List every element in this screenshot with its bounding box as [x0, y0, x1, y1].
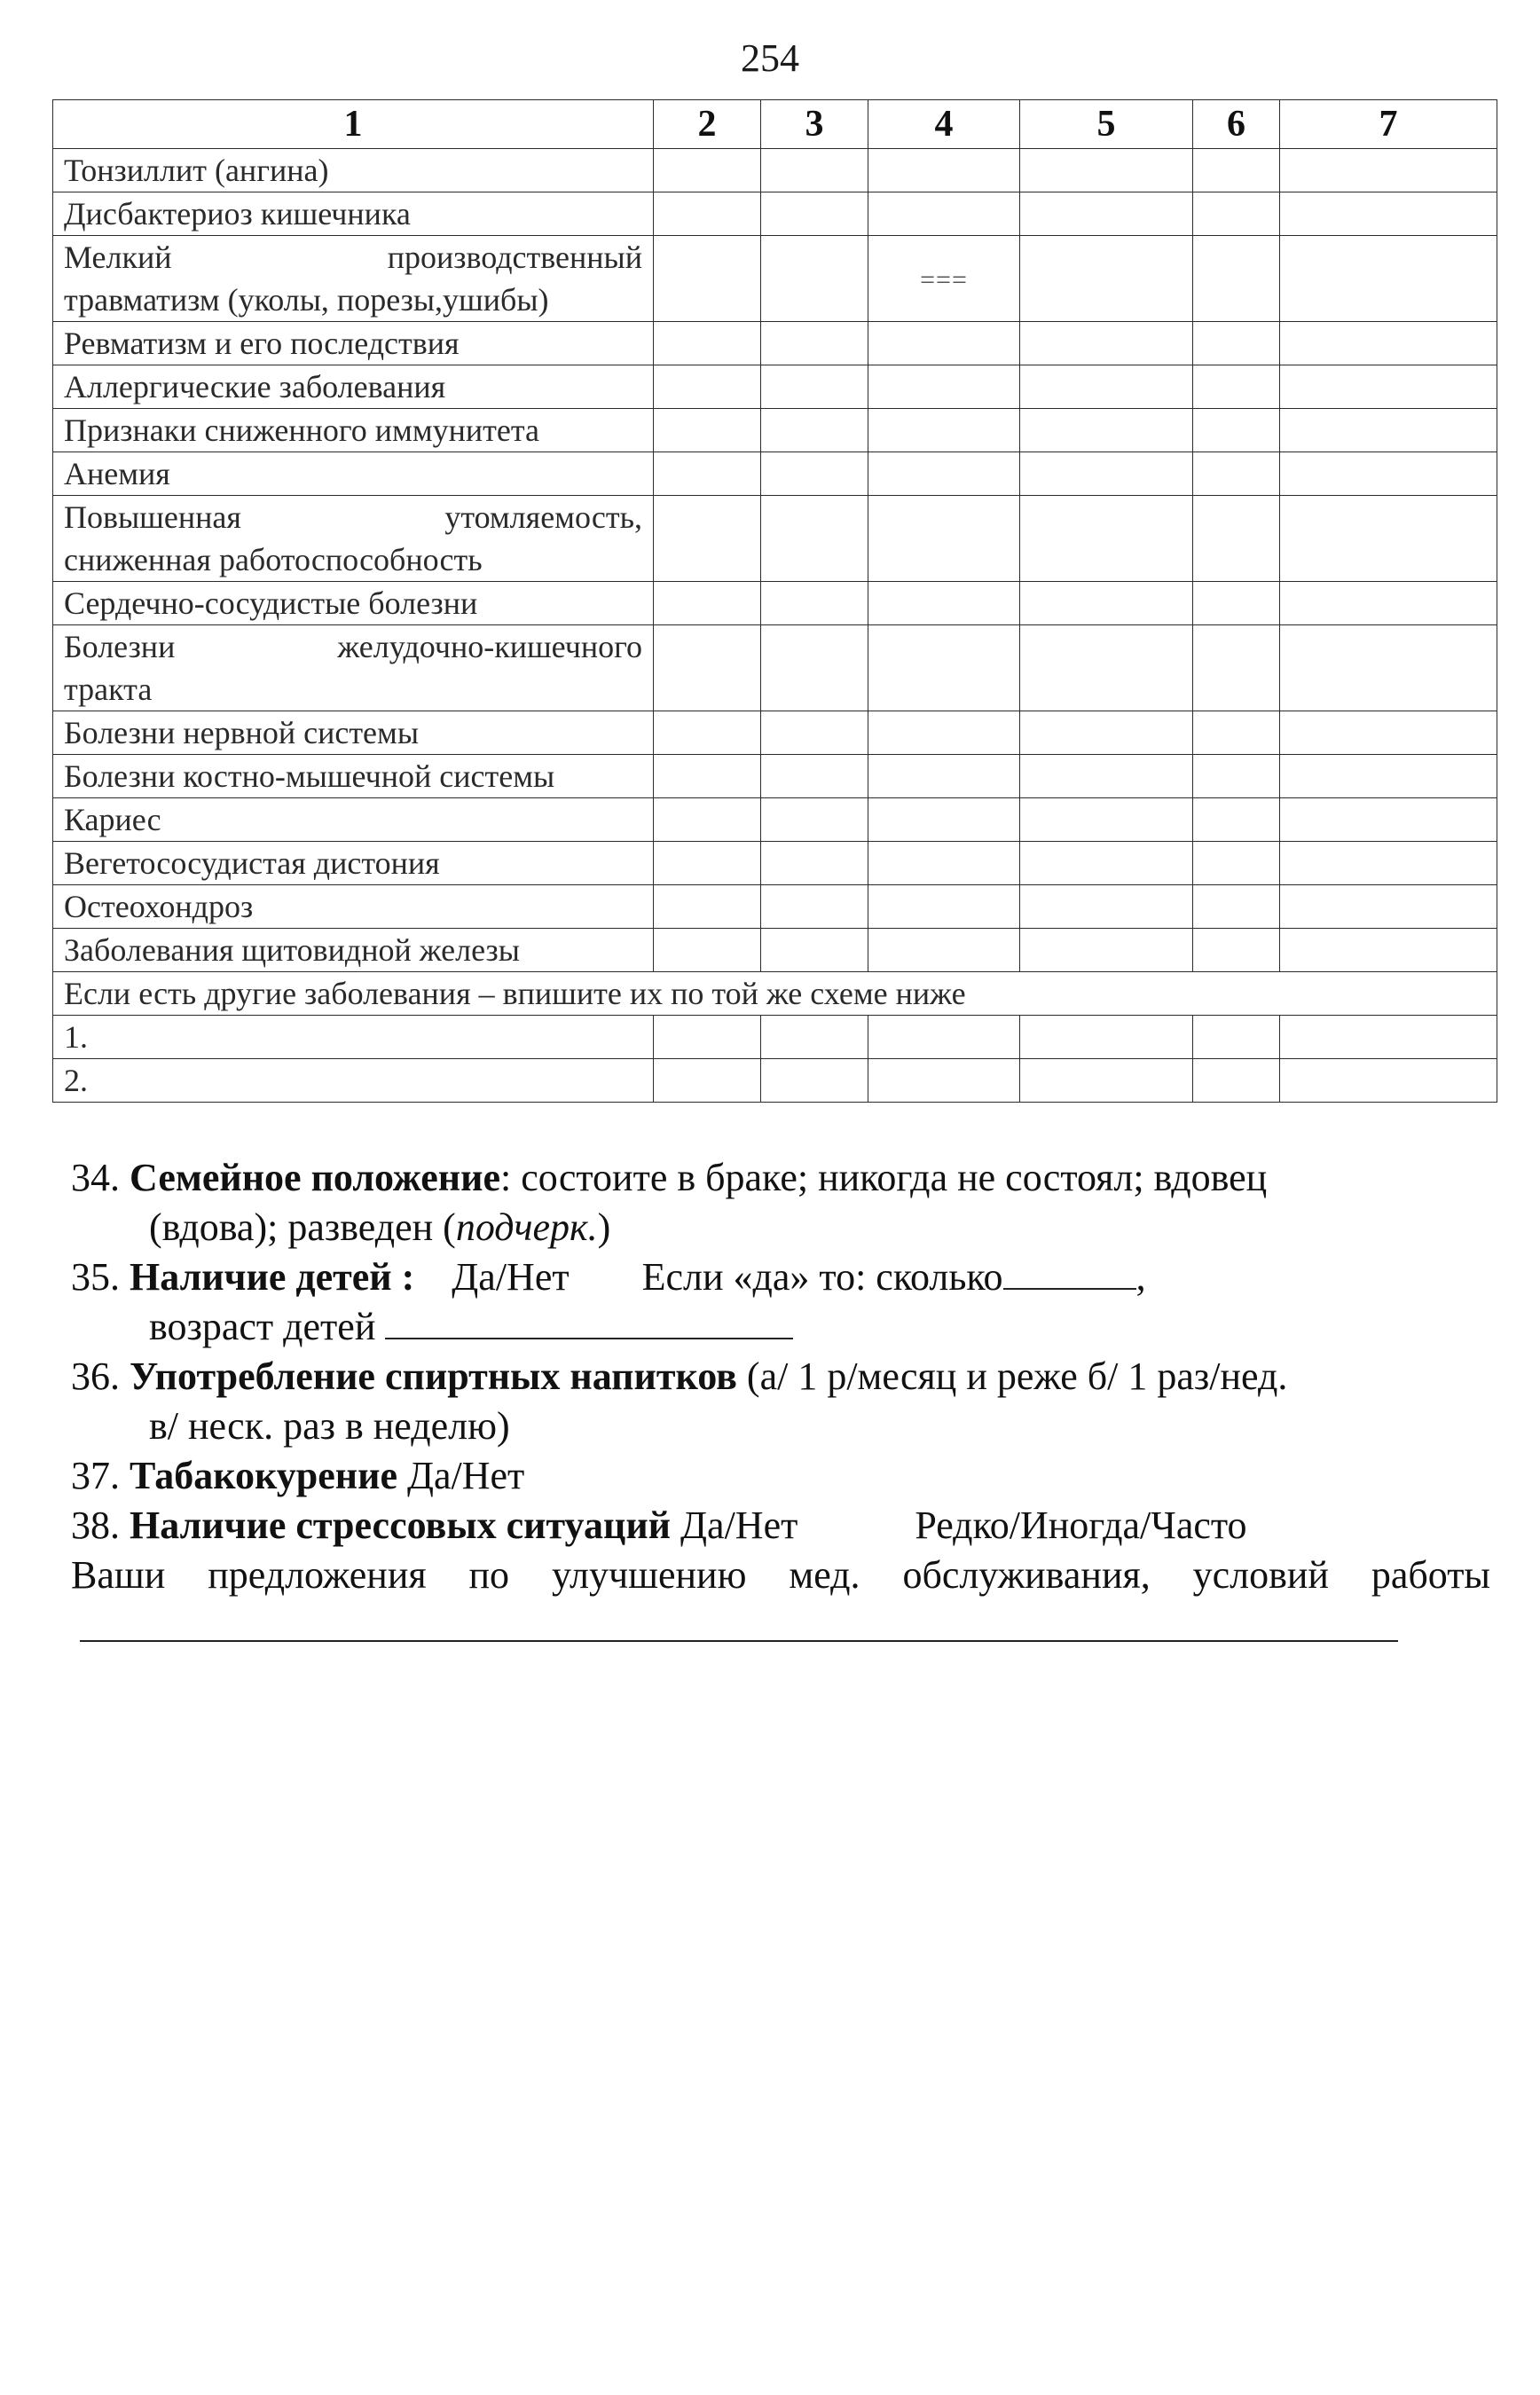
questions-block — [71, 1153, 1490, 1600]
answer-cell[interactable] — [654, 798, 761, 842]
row-label — [53, 236, 654, 322]
answer-cell[interactable] — [1020, 452, 1193, 496]
question-options[interactable]: (а/ 1 р/месяц и реже б/ 1 раз/нед. — [746, 1355, 1288, 1398]
answer-cell[interactable] — [761, 409, 868, 452]
answer-cell[interactable] — [868, 625, 1020, 711]
question-continuation — [71, 1302, 1490, 1352]
answer-cell[interactable] — [1193, 885, 1280, 929]
answer-cell[interactable] — [1020, 1059, 1193, 1103]
answer-cell[interactable] — [1193, 929, 1280, 972]
answer-cell[interactable] — [1020, 711, 1193, 755]
row-label: Дисбактериоз кишечника — [53, 192, 654, 236]
answer-cell[interactable] — [1280, 625, 1497, 711]
answer-cell[interactable] — [1280, 149, 1497, 192]
answer-cell[interactable] — [1193, 452, 1280, 496]
answer-cell[interactable] — [1020, 842, 1193, 885]
answer-cell[interactable] — [1020, 149, 1193, 192]
other-diseases-note: Если есть другие заболевания – впишите их по той же схеме ниже — [53, 972, 1497, 1016]
answer-cell[interactable] — [868, 409, 1020, 452]
yes-no-answer[interactable]: Да/Нет — [406, 1454, 525, 1497]
question-number: 38. — [71, 1504, 120, 1547]
table-row — [53, 1016, 1497, 1059]
answer-cell[interactable] — [868, 929, 1020, 972]
answer-cell[interactable] — [1280, 798, 1497, 842]
answer-cell[interactable] — [868, 711, 1020, 755]
table-row — [53, 885, 1497, 929]
answer-cell[interactable] — [1020, 236, 1193, 322]
answer-cell[interactable] — [1193, 409, 1280, 452]
table-row — [53, 322, 1497, 365]
answer-cell[interactable] — [1193, 192, 1280, 236]
yes-no-answer[interactable]: Да/Нет — [680, 1504, 798, 1547]
answer-cell[interactable] — [654, 755, 761, 798]
answer-cell[interactable] — [761, 711, 868, 755]
comma: , — [1135, 1255, 1146, 1299]
answer-cell[interactable] — [654, 582, 761, 625]
answer-cell[interactable] — [761, 496, 868, 582]
answer-cell[interactable] — [868, 1016, 1020, 1059]
row-label: Аллергические заболевания — [53, 365, 654, 409]
closing-paren: ) — [597, 1205, 611, 1249]
answer-cell[interactable] — [761, 929, 868, 972]
row-label: Болезни костно-мышечной системы — [53, 755, 654, 798]
question-36 — [71, 1352, 1490, 1451]
row-label: Сердечно-сосудистые болезни — [53, 582, 654, 625]
question-title: Употребление спиртных напитков — [130, 1355, 737, 1398]
answer-cell[interactable] — [761, 365, 868, 409]
extra-row-label[interactable]: 2. — [53, 1059, 654, 1103]
row-label: Признаки сниженного иммунитета — [53, 409, 654, 452]
handwritten-mark: === — [920, 264, 968, 294]
question-options[interactable]: : состоите в браке; никогда не состоял; вдовец — [500, 1156, 1268, 1199]
column-header: 1 — [53, 100, 654, 149]
answer-cell[interactable] — [1020, 192, 1193, 236]
question-options-cont[interactable]: (вдова); разведен ( — [149, 1205, 456, 1249]
answer-cell[interactable] — [868, 582, 1020, 625]
answer-cell[interactable] — [868, 149, 1020, 192]
instruction-italic: подчерк. — [455, 1205, 598, 1249]
table-row — [53, 496, 1497, 582]
answer-cell[interactable] — [1280, 192, 1497, 236]
answer-cell[interactable] — [1020, 755, 1193, 798]
answer-cell[interactable] — [1280, 496, 1497, 582]
answer-cell[interactable] — [1280, 885, 1497, 929]
answer-cell[interactable] — [1020, 1016, 1193, 1059]
question-number: 36. — [71, 1355, 120, 1398]
answer-cell[interactable] — [1193, 496, 1280, 582]
answer-cell[interactable] — [1280, 755, 1497, 798]
answer-cell[interactable] — [1020, 582, 1193, 625]
answer-cell[interactable] — [868, 798, 1020, 842]
answer-cell[interactable] — [868, 236, 1020, 322]
question-title: Наличие стрессовых ситуаций — [130, 1504, 672, 1547]
table-row — [53, 1059, 1497, 1103]
answer-cell[interactable] — [654, 149, 761, 192]
answer-cell[interactable] — [761, 236, 868, 322]
table-row — [53, 582, 1497, 625]
answer-cell[interactable] — [1193, 365, 1280, 409]
answer-cell[interactable] — [1020, 885, 1193, 929]
table-row — [53, 236, 1497, 322]
table-row — [53, 365, 1497, 409]
question-title: Семейное положение — [130, 1156, 501, 1199]
answer-cell[interactable] — [1193, 711, 1280, 755]
answer-cell[interactable] — [1193, 842, 1280, 885]
table-header-row — [53, 100, 1497, 149]
answer-cell[interactable] — [654, 496, 761, 582]
answer-cell[interactable] — [868, 885, 1020, 929]
answer-cell[interactable] — [761, 798, 868, 842]
answer-cell[interactable] — [761, 1016, 868, 1059]
column-header: 4 — [868, 100, 1020, 149]
row-label: Болезни нервной системы — [53, 711, 654, 755]
answer-cell[interactable] — [1020, 365, 1193, 409]
answer-cell[interactable] — [868, 842, 1020, 885]
table-note-row — [53, 972, 1497, 1016]
answer-cell[interactable] — [654, 842, 761, 885]
row-label-line: Повышенная утомляемость, — [64, 499, 642, 535]
row-label: Ревматизм и его последствия — [53, 322, 654, 365]
answer-cell[interactable] — [1193, 1059, 1280, 1103]
question-35 — [71, 1252, 1490, 1352]
question-37 — [71, 1451, 1490, 1501]
table-row — [53, 711, 1497, 755]
answer-cell[interactable] — [1193, 798, 1280, 842]
row-label — [53, 496, 654, 582]
row-label: Вегетососудистая дистония — [53, 842, 654, 885]
row-label — [53, 625, 654, 711]
answer-cell[interactable] — [1280, 582, 1497, 625]
answer-cell[interactable] — [761, 1059, 868, 1103]
extra-row-label[interactable]: 1. — [53, 1016, 654, 1059]
answer-cell[interactable] — [654, 1016, 761, 1059]
table-row — [53, 149, 1497, 192]
row-label-line: травматизм (уколы, порезы,ушибы) — [64, 282, 549, 318]
answer-cell[interactable] — [1280, 409, 1497, 452]
row-label: Заболевания щитовидной железы — [53, 929, 654, 972]
answer-cell[interactable] — [868, 322, 1020, 365]
answer-cell[interactable] — [1193, 1016, 1280, 1059]
answer-cell[interactable] — [654, 711, 761, 755]
answer-cell[interactable] — [1280, 452, 1497, 496]
children-ages-field[interactable] — [385, 1302, 793, 1339]
table-row — [53, 755, 1497, 798]
column-header: 5 — [1020, 100, 1193, 149]
answer-cell[interactable] — [761, 625, 868, 711]
page-number: 254 — [741, 36, 799, 80]
question-38 — [71, 1501, 1490, 1551]
column-header: 2 — [654, 100, 761, 149]
answer-cell[interactable] — [761, 192, 868, 236]
children-ages-label: возраст детей — [149, 1305, 376, 1348]
suggestions-prompt: Ваши предложения по улучшению мед. обслуживания, условий работы — [71, 1553, 1490, 1597]
column-header: 3 — [761, 100, 868, 149]
answer-cell[interactable] — [1020, 929, 1193, 972]
table-row — [53, 409, 1497, 452]
answer-cell[interactable] — [761, 755, 868, 798]
answer-cell[interactable] — [761, 582, 868, 625]
answer-cell[interactable] — [1280, 365, 1497, 409]
yes-no-answer[interactable]: Да/Нет — [452, 1255, 570, 1299]
answer-cell[interactable] — [654, 929, 761, 972]
question-title: Наличие детей : — [130, 1255, 415, 1299]
answer-cell[interactable] — [1280, 1059, 1497, 1103]
children-count-field[interactable] — [1003, 1252, 1136, 1290]
answer-cell[interactable] — [1020, 409, 1193, 452]
question-number: 37. — [71, 1454, 120, 1497]
question-34 — [71, 1153, 1490, 1252]
answer-cell[interactable] — [1280, 842, 1497, 885]
answer-cell[interactable] — [761, 322, 868, 365]
answer-cell[interactable] — [761, 885, 868, 929]
frequency-options[interactable]: Редко/Иногда/Часто — [915, 1504, 1247, 1547]
answer-cell[interactable] — [654, 192, 761, 236]
answer-cell[interactable] — [868, 192, 1020, 236]
question-continuation[interactable]: в/ неск. раз в неделю) — [149, 1404, 510, 1448]
answer-cell[interactable] — [1280, 1016, 1497, 1059]
table-row — [53, 452, 1497, 496]
answer-cell[interactable] — [868, 1059, 1020, 1103]
answer-cell[interactable] — [654, 885, 761, 929]
table-row — [53, 798, 1497, 842]
row-label: Тонзиллит (ангина) — [53, 149, 654, 192]
row-label-line: Мелкий производственный — [64, 240, 642, 275]
answer-cell[interactable] — [654, 322, 761, 365]
answer-cell[interactable] — [654, 409, 761, 452]
answer-cell[interactable] — [654, 452, 761, 496]
answer-cell[interactable] — [1020, 625, 1193, 711]
answer-cell[interactable] — [1193, 755, 1280, 798]
table-row — [53, 625, 1497, 711]
answer-cell[interactable] — [868, 755, 1020, 798]
question-number: 34. — [71, 1156, 120, 1199]
answer-cell[interactable] — [1193, 582, 1280, 625]
answer-cell[interactable] — [1193, 625, 1280, 711]
question-title: Табакокурение — [130, 1454, 397, 1497]
answer-cell[interactable] — [868, 365, 1020, 409]
answer-cell[interactable] — [1193, 149, 1280, 192]
answer-cell[interactable] — [868, 496, 1020, 582]
question-number: 35. — [71, 1255, 120, 1299]
answer-cell[interactable] — [868, 452, 1020, 496]
answer-cell[interactable] — [1020, 496, 1193, 582]
answer-cell[interactable] — [654, 1059, 761, 1103]
answer-cell[interactable] — [761, 842, 868, 885]
suggestions-answer-line[interactable] — [80, 1640, 1398, 1642]
column-header: 6 — [1193, 100, 1280, 149]
question-continuation — [71, 1203, 1490, 1252]
row-label: Кариес — [53, 798, 654, 842]
diseases-table — [52, 99, 1497, 1103]
row-label: Анемия — [53, 452, 654, 496]
column-header: 7 — [1280, 100, 1497, 149]
table-row — [53, 192, 1497, 236]
answer-cell[interactable] — [1193, 236, 1280, 322]
row-label-line: тракта — [64, 671, 153, 707]
table-row — [53, 842, 1497, 885]
row-label: Остеохондроз — [53, 885, 654, 929]
table-row — [53, 929, 1497, 972]
answer-cell[interactable] — [654, 236, 761, 322]
answer-cell[interactable] — [1193, 322, 1280, 365]
children-count-label: Если «да» то: сколько — [641, 1255, 1003, 1299]
answer-cell[interactable] — [654, 625, 761, 711]
answer-cell[interactable] — [1280, 322, 1497, 365]
row-label-line: сниженная работоспособность — [64, 542, 483, 577]
row-label-line: Болезни желудочно-кишечного — [64, 629, 642, 664]
answer-cell[interactable] — [1280, 236, 1497, 322]
answer-cell[interactable] — [761, 149, 868, 192]
answer-cell[interactable] — [654, 365, 761, 409]
answer-cell[interactable] — [1280, 711, 1497, 755]
answer-cell[interactable] — [1020, 798, 1193, 842]
answer-cell[interactable] — [761, 452, 868, 496]
answer-cell[interactable] — [1020, 322, 1193, 365]
answer-cell[interactable] — [1280, 929, 1497, 972]
